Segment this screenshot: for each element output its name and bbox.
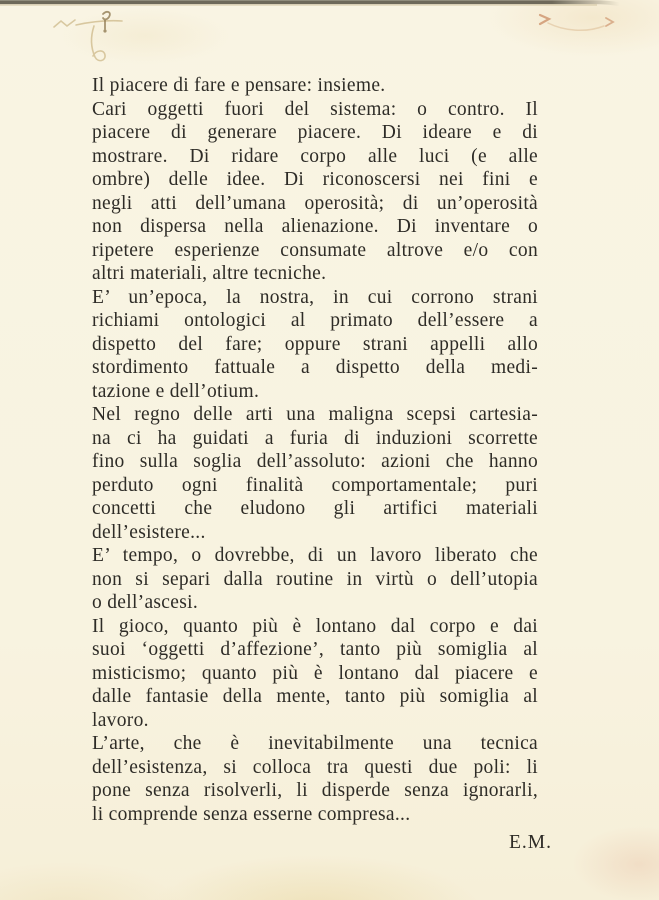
text-line: altri materiali, altre tecniche. (92, 263, 327, 284)
text-line: suoi ‘oggetti d’affezione’, tanto più somiglia al (92, 639, 538, 660)
text-line: concetti che eludono gli artifici materiali (92, 498, 538, 519)
text-line: non dispersa nella alienazione. Di inventare o (92, 216, 538, 237)
text-line: dispetto del fare; oppure strani appelli allo (92, 333, 538, 355)
text-line: na ci ha guidati a furia di induzioni scorrette (92, 427, 538, 449)
text-line: tazione e dell’otium. (92, 380, 260, 402)
text-line: E’ tempo, o dovrebbe, di un lavoro liberato che (92, 545, 538, 566)
text-line: stordimento fattuale a dispetto della medi- (92, 357, 538, 378)
text-line: L’arte, che è inevitabilmente una tecnica (92, 733, 538, 754)
text-line: mostrare. Di ridare corpo alle luci (e alle (92, 145, 538, 167)
text-line: non si separi dalla routine in virtù o dell’utopia (92, 568, 538, 590)
red-check-mark (518, 4, 658, 50)
text-line: ombre) delle idee. Di riconoscersi nei fini e (92, 169, 538, 190)
paragraph-lines (92, 74, 538, 826)
text-line: dalle fantasie della mente, tanto più somiglia al (92, 686, 538, 707)
text-line: Cari oggetti fuori del sistema: o contro. Il (92, 98, 538, 120)
text-line: dell’esistere... (92, 521, 206, 543)
author-initials: E.M. (509, 832, 552, 853)
text-line: E’ un’epoca, la nostra, in cui corrono strani (92, 286, 538, 308)
text-line: o dell’ascesi. (92, 592, 198, 613)
text-line: lavoro. (92, 709, 149, 731)
text-line: richiami ontologici al primato dell’essere a (92, 310, 538, 331)
body-text (92, 74, 552, 855)
text-line: Il piacere di fare e pensare: insieme. (92, 75, 386, 96)
text-line: ripetere esperienze consumate altrove e/o con (92, 239, 538, 261)
pencil-scribble-mark (42, 4, 162, 62)
text-line: Nel regno delle arti una maligna scepsi cartesia- (92, 404, 538, 425)
text-line: perduto ogni finalità comportamentale; puri (92, 474, 538, 496)
text-line: fino sulla soglia dell’assoluto: azioni che hanno (92, 451, 538, 472)
text-line: misticismo; quanto più è lontano dal piacere e (92, 662, 538, 684)
text-line: pone senza risolverli, li disperde senza ignorarli, (92, 780, 538, 801)
text-line: Il gioco, quanto più è lontano dal corpo e dai (92, 615, 538, 637)
text-line: negli atti dell’umana operosità; di un’operosità (92, 192, 538, 214)
text-line: piacere di generare piacere. Di ideare e di (92, 122, 538, 143)
text-line: dell’esistenza, si colloca tra questi due poli: li (92, 756, 538, 778)
text-line: li comprende senza esserne compresa... (92, 803, 411, 825)
